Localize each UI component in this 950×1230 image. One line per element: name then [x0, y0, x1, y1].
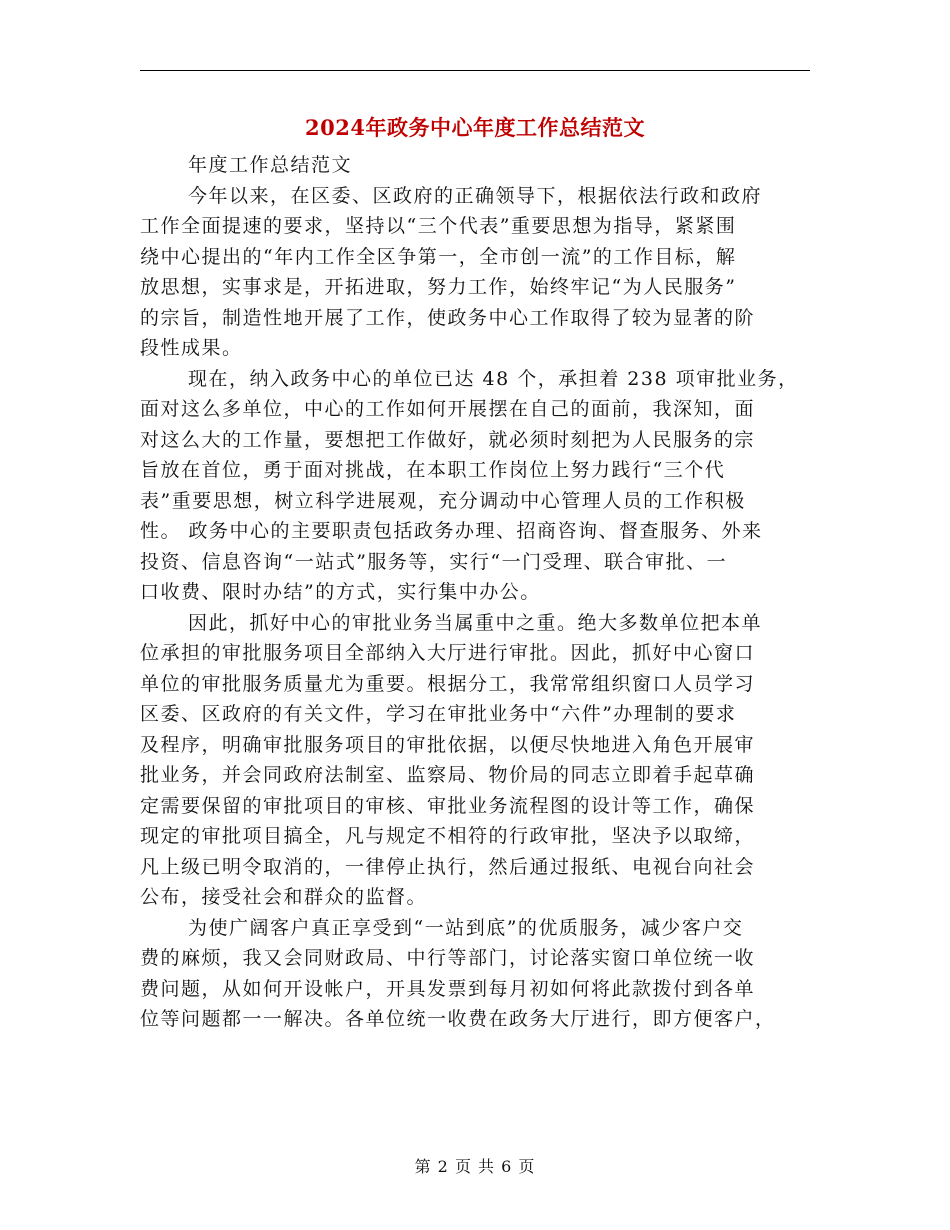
- paragraph-line: 定需要保留的审批项目的审核、审批业务流程图的设计等工作，确保: [140, 794, 756, 817]
- paragraph-line: 年度工作总结范文: [188, 154, 353, 176]
- paragraph-line: 因此，抓好中心的审批业务当属重中之重。绝大多数单位把本单: [188, 611, 763, 634]
- paragraph-line: 性。 政务中心的主要职责包括政务办理、招商咨询、督查服务、外来: [140, 520, 763, 542]
- paragraph-line: 今年以来，在区委、区政府的正确领导下，根据依法行政和政府: [188, 184, 763, 207]
- document-title: 2024年政务中心年度工作总结范文: [305, 115, 645, 140]
- paragraph-line: 单位的审批服务质量尤为重要。根据分工，我常常组织窗口人员学习: [140, 672, 756, 695]
- paragraph-line: 工作全面提速的要求，坚持以“三个代表”重要思想为指导，紧紧围: [140, 215, 737, 237]
- paragraph-line: 公布，接受社会和群众的监督。: [140, 886, 428, 908]
- paragraph-line: 旨放在首位，勇于面对挑战，在本职工作岗位上努力践行“三个代: [140, 459, 726, 481]
- paragraph-line: 投资、信息咨询“一站式”服务等，实行“一门受理、联合审批、一: [140, 550, 728, 573]
- paragraph-line: 口收费、限时办结”的方式，实行集中办公。: [140, 581, 541, 603]
- paragraph-line: 绕中心提出的“年内工作全区争第一，全市创一流”的工作目标，解: [140, 245, 737, 268]
- paragraph-line: 现定的审批项目搞全，凡与规定不相符的行政审批，坚决予以取缔，: [140, 825, 756, 847]
- paragraph-line: 费的麻烦，我又会同财政局、中行等部门，讨论落实窗口单位统一收: [140, 947, 756, 969]
- paragraph-line: 及程序，明确审批服务项目的审批依据，以便尽快地进入角色开展审: [140, 733, 756, 756]
- paragraph-line: 费问题，从如何开设帐户，开具发票到每月初如何将此款拨付到各单: [140, 977, 756, 1000]
- paragraph-line: 区委、区政府的有关文件，学习在审批业务中“六件”办理制的要求: [140, 703, 737, 725]
- header-rule: [140, 70, 810, 71]
- paragraph-line: 为使广阔客户真正享受到“一站到底”的优质服务，减少客户交: [188, 916, 744, 939]
- paragraph-line: 现在，纳入政务中心的单位已达 48 个，承担着 238 项审批业务，: [188, 367, 799, 390]
- paragraph-line: 段性成果。: [140, 337, 243, 359]
- paragraph-line: 的宗旨，制造性地开展了工作，使政务中心工作取得了较为显著的阶: [140, 306, 756, 329]
- paragraph-line: 面对这么多单位，中心的工作如何开展摆在自己的面前，我深知，面: [140, 398, 756, 420]
- paragraph-line: 位承担的审批服务项目全部纳入大厅进行审批。因此，抓好中心窗口: [140, 642, 756, 664]
- paragraph-line: 位等问题都一一解决。各单位统一收费在政务大厅进行，即方便客户，: [140, 1008, 776, 1030]
- paragraph-line: 批业务，并会同政府法制室、监察局、物价局的同志立即着手起草确: [140, 764, 756, 786]
- paragraph-line: 放思想，实事求是，开拓进取，努力工作，始终牢记“为人民服务”: [140, 276, 737, 298]
- paragraph-line: 表”重要思想，树立科学进展观，充分调动中心管理人员的工作积极: [140, 489, 746, 512]
- page-footer: 第 2 页 共 6 页: [414, 1157, 536, 1176]
- paragraph-line: 对这么大的工作量，要想把工作做好，就必须时刻把为人民服务的宗: [140, 428, 756, 451]
- paragraph-line: 凡上级已明令取消的，一律停止执行，然后通过报纸、电视台向社会: [140, 855, 756, 878]
